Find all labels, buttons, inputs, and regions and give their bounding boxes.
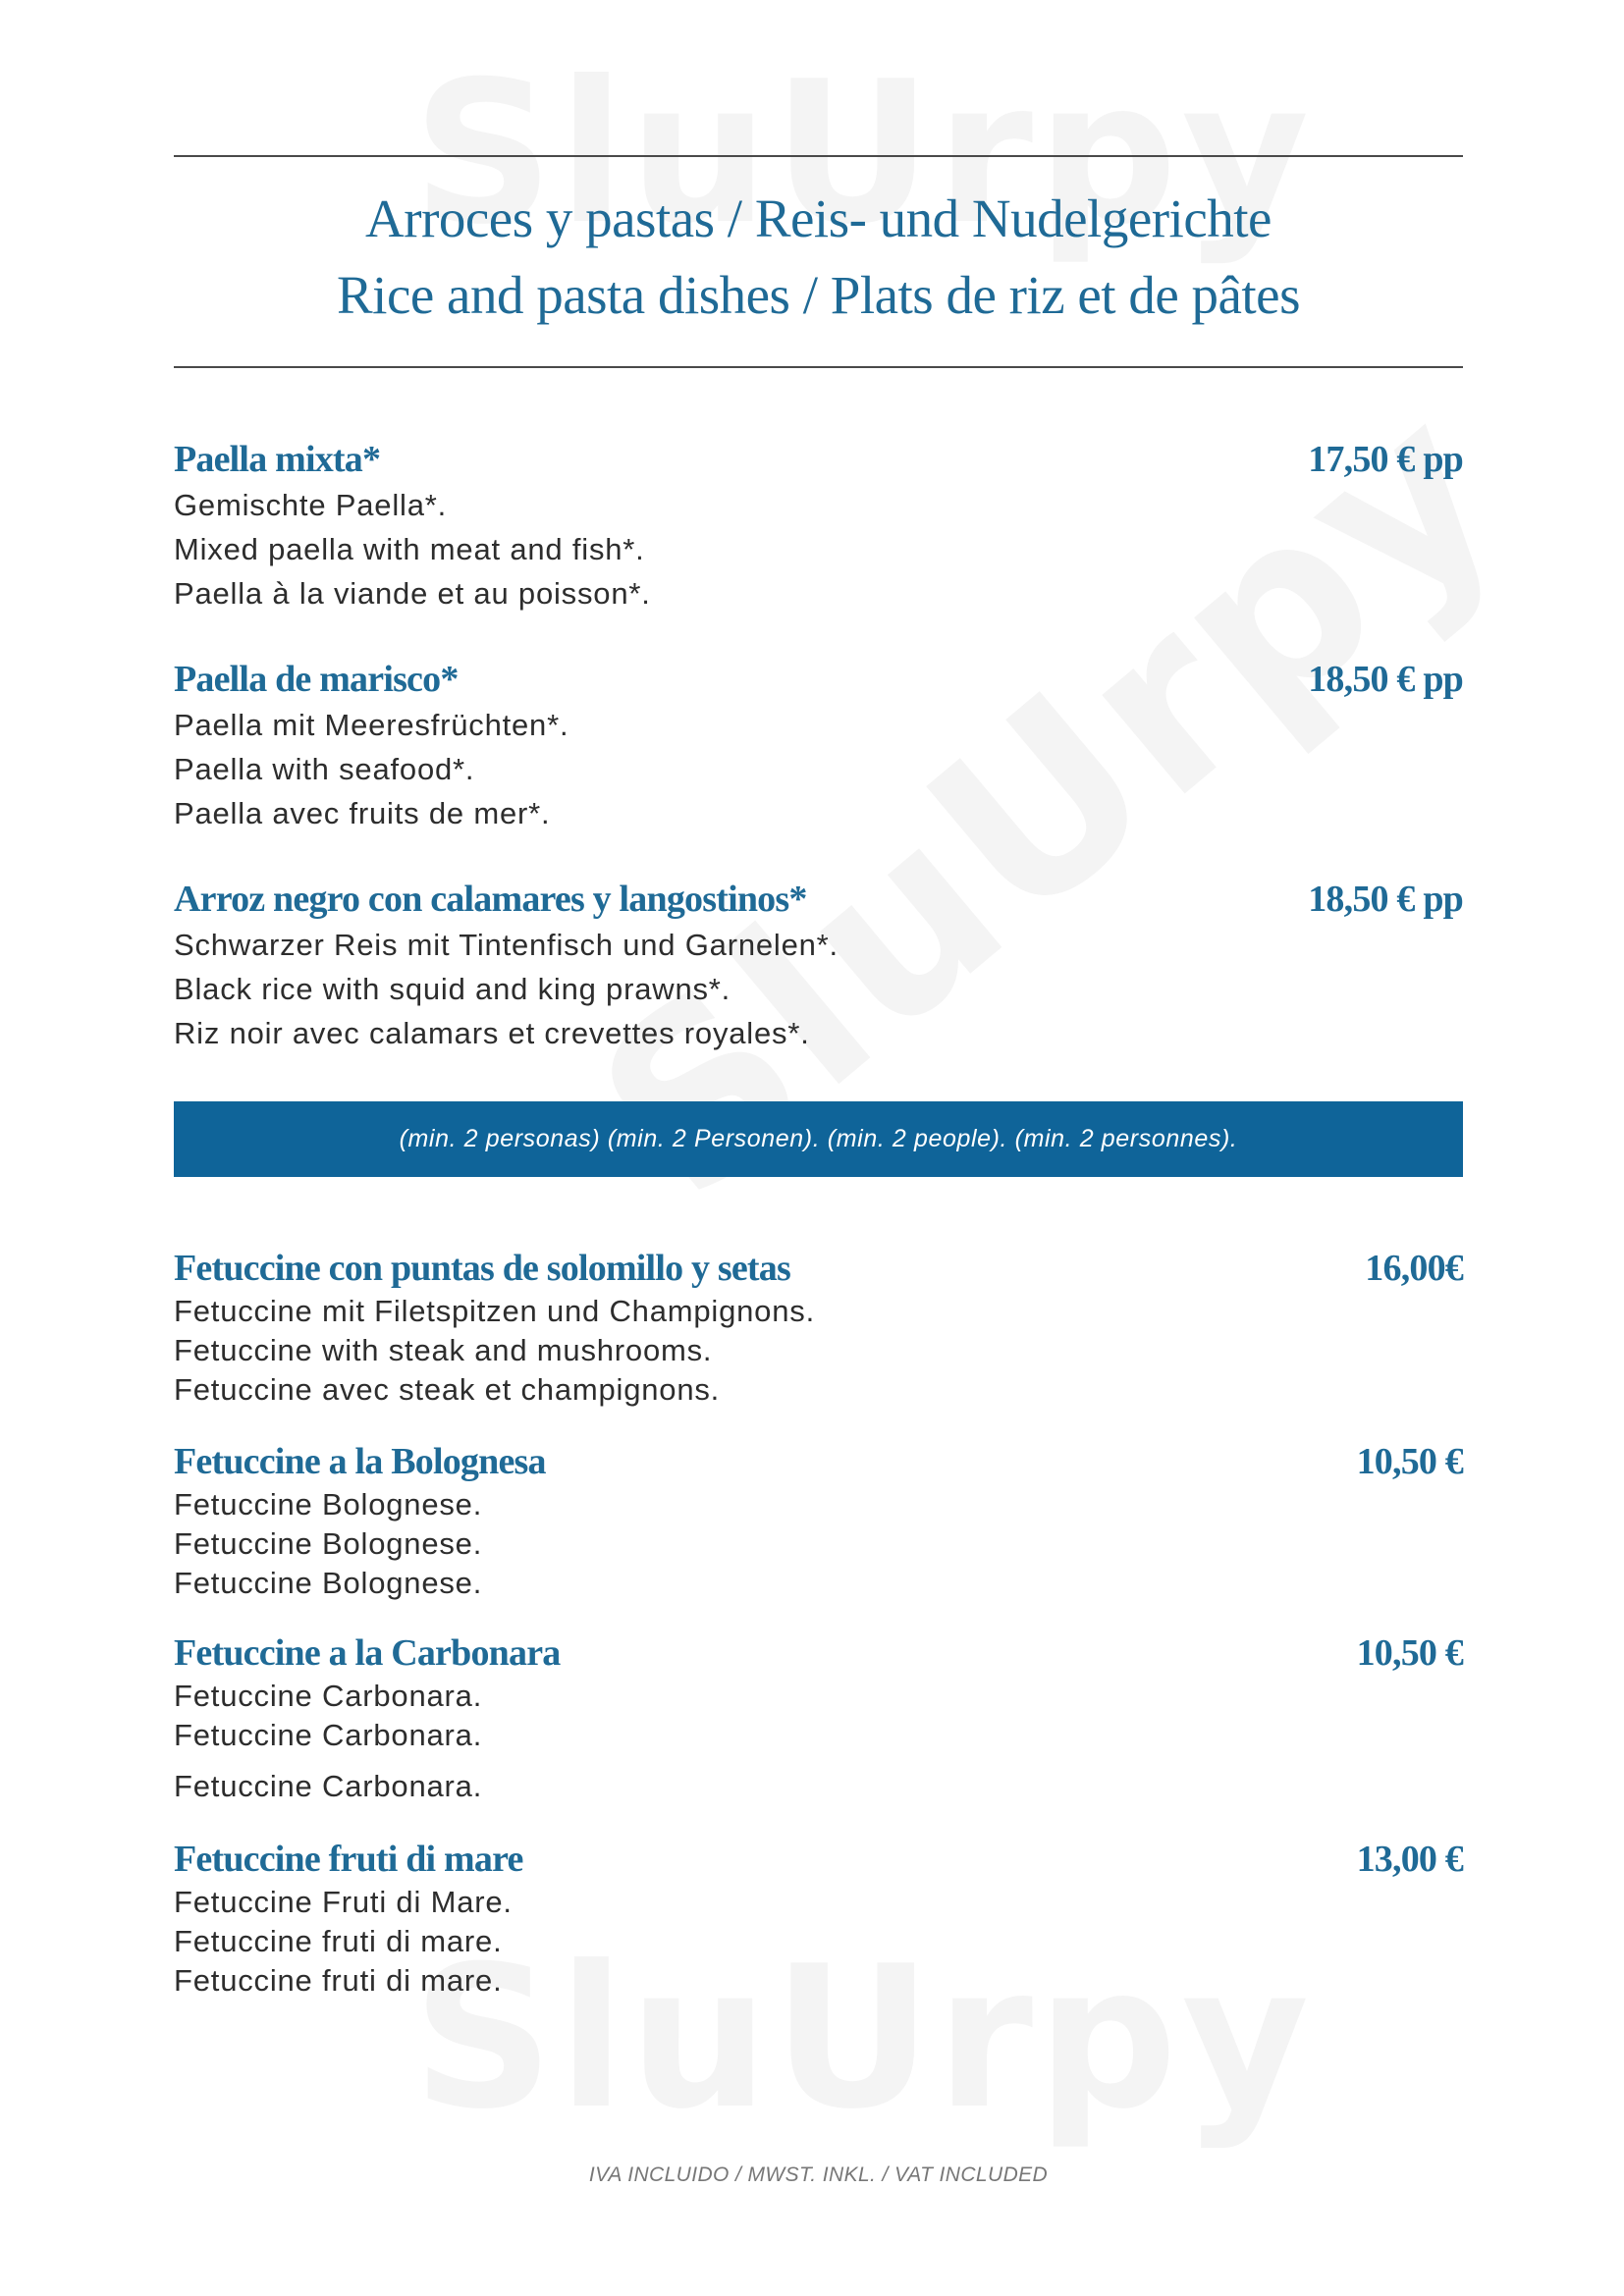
header-rule-top <box>174 155 1463 157</box>
dish-desc-de: Fetuccine mit Filetspitzen und Champignons. <box>174 1294 815 1328</box>
dish-name: Fetuccine a la Carbonara <box>174 1632 561 1674</box>
dish-desc-fr: Fetuccine avec steak et champignons. <box>174 1372 721 1407</box>
dish-name: Fetuccine a la Bolognesa <box>174 1441 546 1482</box>
dish-desc-fr: Paella avec fruits de mer*. <box>174 796 551 830</box>
dish-desc-fr: Paella à la viande et au poisson*. <box>174 576 651 611</box>
dish-desc-de: Fetuccine Carbonara. <box>174 1679 483 1713</box>
dish-desc-fr: Fetuccine fruti di mare. <box>174 1963 503 1998</box>
dish-desc-en: Black rice with squid and king prawns*. <box>174 972 731 1006</box>
dish-price: 16,00€ <box>1365 1248 1463 1289</box>
dish-desc-en: Fetuccine fruti di mare. <box>174 1924 503 1958</box>
vat-footer: IVA INCLUIDO / MWST. INKL. / VAT INCLUDED <box>588 2163 1049 2186</box>
dish-desc-de: Gemischte Paella*. <box>174 488 448 522</box>
dish-name: Fetuccine fruti di mare <box>174 1839 523 1880</box>
page-title-line-2: Rice and pasta dishes / Plats de riz et de pâtes <box>337 265 1300 325</box>
header-rule-bottom <box>174 366 1463 368</box>
dish-desc-de: Paella mit Meeresfrüchten*. <box>174 708 569 742</box>
dish-desc-de: Schwarzer Reis mit Tintenfisch und Garnelen*. <box>174 928 839 962</box>
dish-desc-de: Fetuccine Bolognese. <box>174 1487 483 1522</box>
menu-item-fetuccine-solomillo <box>174 1245 1463 1410</box>
dish-price: 17,50 € pp <box>1308 439 1463 480</box>
dish-name: Paella de marisco* <box>174 659 459 700</box>
dish-desc-en: Paella with seafood*. <box>174 752 475 786</box>
dish-desc-de: Fetuccine Fruti di Mare. <box>174 1885 513 1919</box>
dish-name: Arroz negro con calamares y langostinos* <box>174 879 807 920</box>
dish-price: 10,50 € <box>1356 1632 1463 1674</box>
page-title-line-1: Arroces y pastas / Reis- und Nudelgerichte <box>365 188 1272 248</box>
menu-item-fetuccine-carbonara <box>174 1629 1463 1806</box>
menu-item-fetuccine-bolognesa <box>174 1438 1463 1603</box>
menu-item-fetuccine-fruti-di-mare <box>174 1836 1463 2001</box>
dish-desc-en: Fetuccine Carbonara. <box>174 1718 483 1752</box>
dish-name: Fetuccine con puntas de solomillo y setas <box>174 1248 790 1289</box>
dish-price: 18,50 € pp <box>1308 879 1463 920</box>
dish-name: Paella mixta* <box>174 439 381 480</box>
menu-item-paella-de-marisco <box>174 656 1463 835</box>
menu-item-arroz-negro <box>174 876 1463 1055</box>
dish-price: 13,00 € <box>1356 1839 1463 1880</box>
menu-item-paella-mixta <box>174 436 1463 615</box>
dish-desc-en: Mixed paella with meat and fish*. <box>174 532 645 566</box>
min-people-banner: (min. 2 personas) (min. 2 Personen). (min. 2 people). (min. 2 personnes). <box>174 1101 1463 1177</box>
dish-price: 10,50 € <box>1356 1441 1463 1482</box>
dish-desc-fr: Fetuccine Carbonara. <box>174 1769 483 1803</box>
dish-desc-fr: Fetuccine Bolognese. <box>174 1566 483 1600</box>
dish-desc-en: Fetuccine Bolognese. <box>174 1526 483 1561</box>
dish-desc-en: Fetuccine with steak and mushrooms. <box>174 1333 713 1367</box>
dish-desc-fr: Riz noir avec calamars et crevettes royales*. <box>174 1016 810 1050</box>
dish-price: 18,50 € pp <box>1308 659 1463 700</box>
